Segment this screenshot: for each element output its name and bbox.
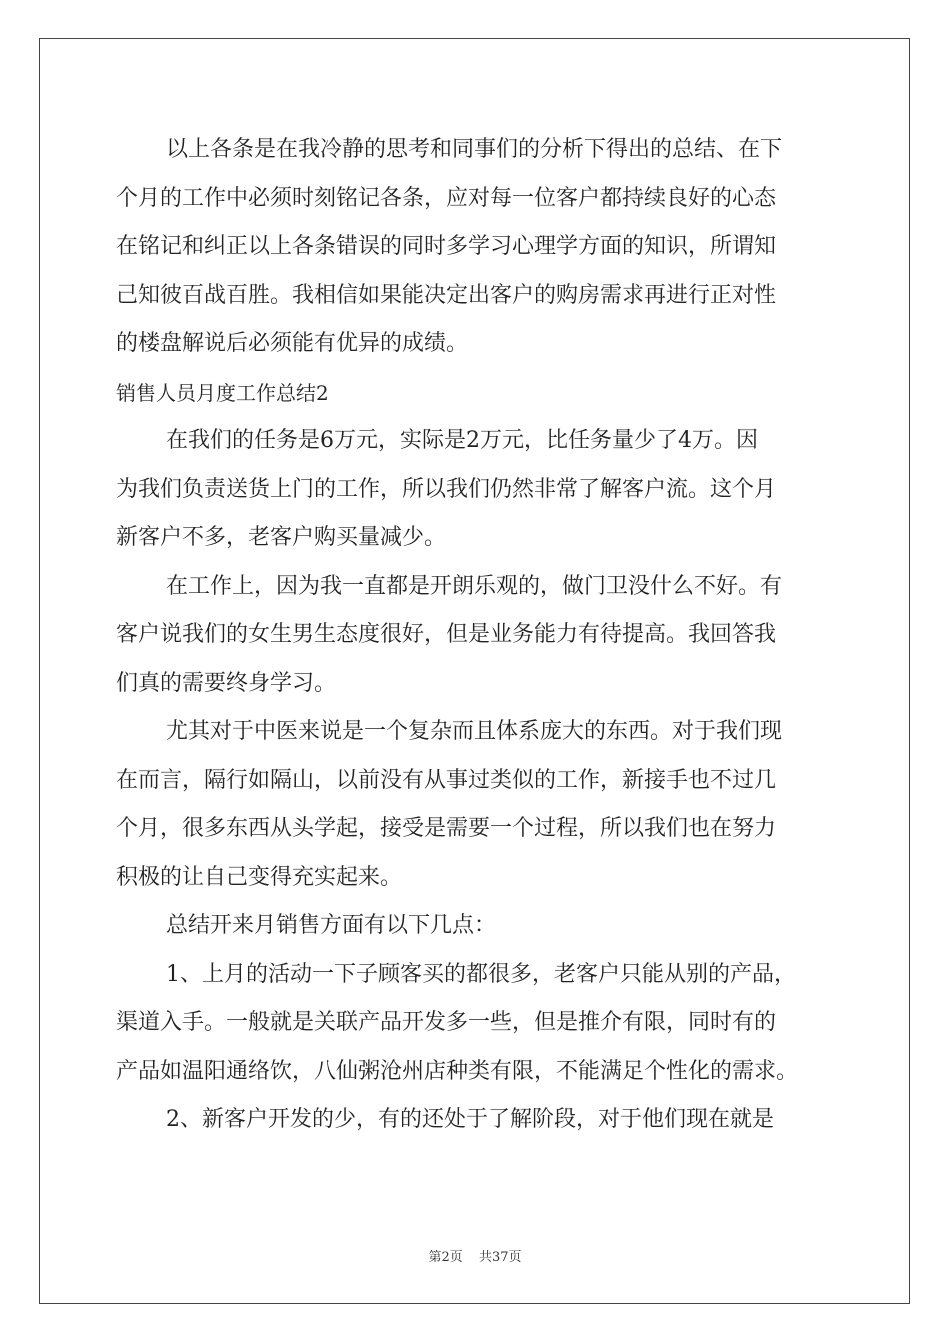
text-line: 新客户不多，老客户购买量减少。 xyxy=(116,525,447,550)
text-line: 个月的工作中必须时刻铭记各条，应对每一位客户都持续良好的心态 xyxy=(116,185,777,211)
text-line: 2、新客户开发的少，有的还处于了解阶段，对于他们现在就是 xyxy=(166,1107,774,1132)
text-line: 在而言，隔行如隔山，以前没有从事过类似的工作，新接手也不过几 xyxy=(116,767,777,793)
text-line: 尤其对于中医来说是一个复杂而且体系庞大的东西。对于我们现 xyxy=(166,719,783,744)
section-heading: 销售人员月度工作总结2 xyxy=(116,380,329,405)
text-line: 己知彼百战百胜。我相信如果能决定出客户的购房需求再进行正对性 xyxy=(116,282,777,308)
text-line: 在工作上，因为我一直都是开朗乐观的，做门卫没什么不好。有 xyxy=(166,573,783,599)
text-line: 为我们负责送货上门的工作，所以我们仍然非常了解客户流。这个月 xyxy=(116,476,777,502)
text-line: 客户说我们的女生男生态度很好，但是业务能力有待提高。我回答我 xyxy=(116,622,777,647)
page-total: 共37页 xyxy=(478,1250,522,1265)
text-line: 积极的让自己变得充实起来。 xyxy=(116,864,403,890)
text-line: 个月，很多东西从头学起，接受是需要一个过程，所以我们也在努力 xyxy=(116,816,777,841)
text-line: 1、上月的活动一下子顾客买的都很多，老客户只能从别的产品， xyxy=(166,961,796,987)
text-line: 以上各条是在我冷静的思考和同事们的分析下得出的总结、在下 xyxy=(166,137,783,162)
text-line: 总结开来月销售方面有以下几点： xyxy=(166,913,497,938)
text-line: 渠道入手。一般就是关联产品开发多一些，但是推介有限，同时有的 xyxy=(116,1010,777,1035)
page-number: 第2页 xyxy=(428,1250,463,1265)
text-line: 在我们的任务是6万元，实际是2万元，比任务量少了4万。因 xyxy=(166,428,758,453)
text-line: 产品如温阳通络饮，八仙粥沧州店种类有限，不能满足个性化的需求。 xyxy=(116,1058,799,1084)
page-footer xyxy=(0,1246,950,1265)
text-line: 们真的需要终身学习。 xyxy=(116,670,337,696)
text-line: 在铭记和纠正以上各条错误的同时多学习心理学方面的知识，所谓知 xyxy=(116,234,777,259)
text-line: 的楼盘解说后必须能有优异的成绩。 xyxy=(116,331,469,356)
document-body xyxy=(116,126,846,1145)
